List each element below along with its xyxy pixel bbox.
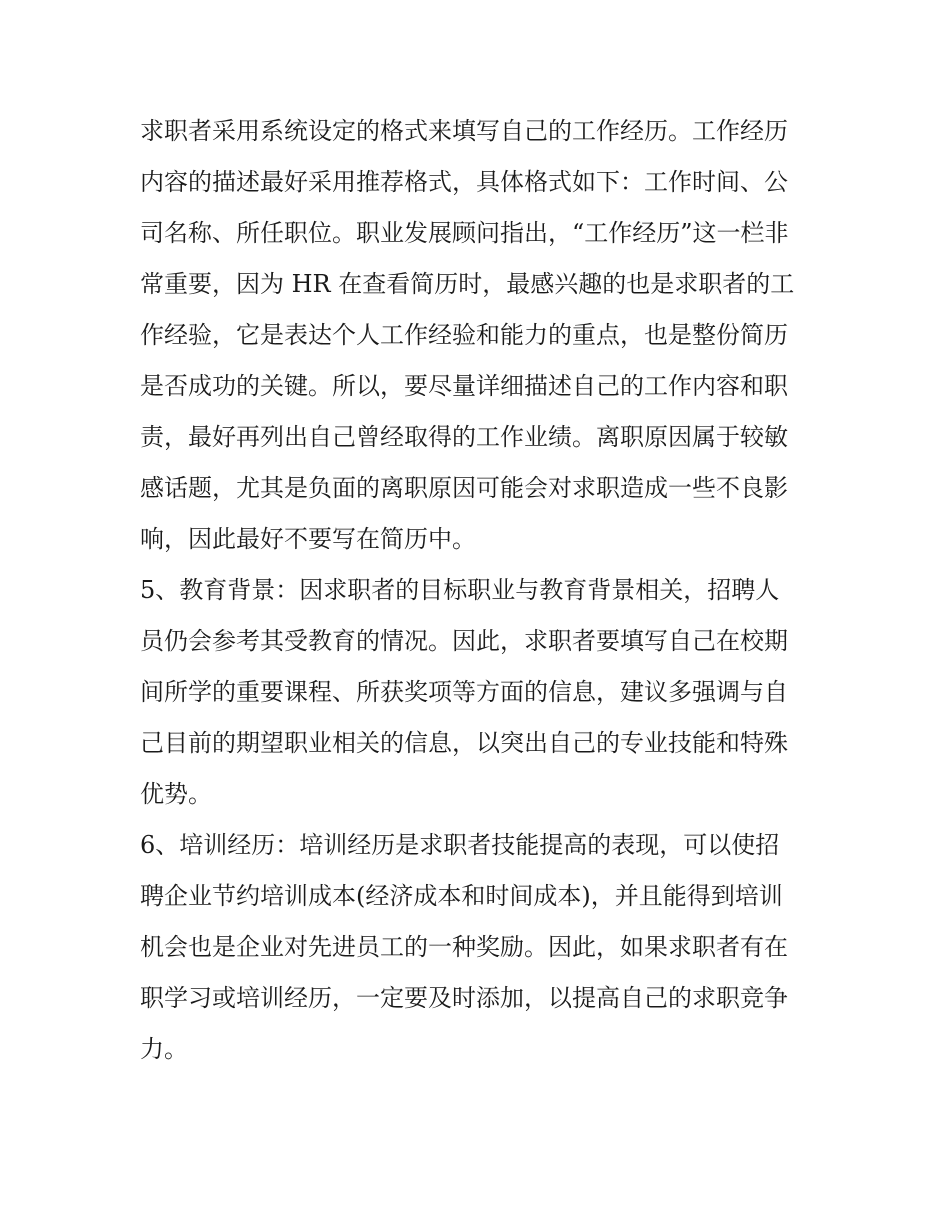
text-line: 责，最好再列出自己曾经取得的工作业绩。离职原因属于较敏	[140, 423, 788, 451]
text-line: 间所学的重要课程、所获奖项等方面的信息，建议多强调与自	[140, 678, 788, 706]
text-line: 员仍会参考其受教育的情况。因此，求职者要填写自己在校期	[140, 627, 788, 655]
text-line: 作经验，它是表达个人工作经验和能力的重点，也是整份简历	[140, 321, 788, 349]
text-line: 常重要，因为 HR 在查看简历时，最感兴趣的也是求职者的工	[140, 270, 795, 298]
text-line: 机会也是企业对先进员工的一种奖励。因此，如果求职者有在	[140, 933, 788, 961]
section-heading-education: 5、教育背景：因求职者的目标职业与教育背景相关，招聘人	[140, 576, 780, 604]
section-heading-training: 6、培训经历：培训经历是求职者技能提高的表现，可以使招	[140, 831, 780, 859]
text-line: 聘企业节约培训成本(经济成本和时间成本)，并且能得到培训	[140, 882, 783, 910]
text-line: 优势。	[140, 780, 212, 808]
text-line: 己目前的期望职业相关的信息，以突出自己的专业技能和特殊	[140, 729, 788, 757]
text-line: 内容的描述最好采用推荐格式，具体格式如下：工作时间、公	[140, 168, 788, 196]
text-line: 求职者采用系统设定的格式来填写自己的工作经历。工作经历	[140, 117, 788, 145]
text-line: 力。	[140, 1035, 188, 1063]
text-line: 响，因此最好不要写在简历中。	[140, 525, 476, 553]
body-text	[140, 106, 820, 1075]
text-line: 感话题，尤其是负面的离职原因可能会对求职造成一些不良影	[140, 474, 788, 502]
text-line: 司名称、所任职位。职业发展顾问指出，“工作经历”这一栏非	[140, 219, 789, 247]
text-line: 职学习或培训经历，一定要及时添加，以提高自己的求职竞争	[140, 984, 788, 1012]
text-line: 是否成功的关键。所以，要尽量详细描述自己的工作内容和职	[140, 372, 788, 400]
